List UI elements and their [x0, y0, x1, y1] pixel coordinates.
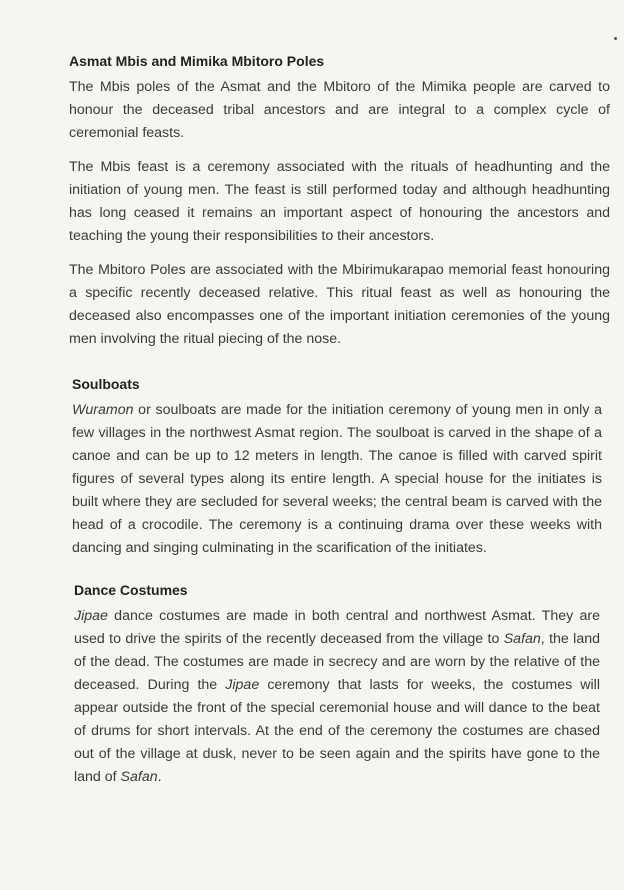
italic-term: Wuramon: [72, 402, 134, 418]
section-title: Soulboats: [72, 376, 140, 392]
italic-term: Safan: [120, 769, 158, 785]
paragraph: [72, 399, 602, 560]
paragraph: [74, 605, 600, 789]
speck-mark: [614, 37, 617, 40]
section-soulboats: [72, 375, 610, 560]
section-dance-costumes: [74, 581, 610, 789]
paragraph-text: The Mbis feast is a ceremony associated with the rituals of headhunting and the initiation of young men. The feast is still performed today and although headhunting has long ceased it remains an important aspect of honouring the ancestors and teaching the young their responsibilities to their ancestors.: [69, 159, 610, 244]
section-title: Dance Costumes: [74, 582, 188, 598]
paragraph: [69, 76, 610, 145]
paragraph: [69, 156, 610, 248]
italic-term: Jipae: [74, 608, 108, 624]
paragraph-text: dance costumes are made in both central and northwest Asmat. They are used to drive the spirits of the recently deceased from the village to: [74, 608, 600, 647]
paragraph-text: The Mbis poles of the Asmat and the Mbitoro of the Mimika people are carved to honour the deceased tribal ancestors and are integral to a complex cycle of ceremonial feasts.: [69, 79, 610, 141]
section-asmat-poles: [69, 52, 610, 351]
paragraph-text: The Mbitoro Poles are associated with the Mbirimukarapao memorial feast honouring a specific recently deceased relative. This ritual feast as well as honouring the deceased also encompasses one of the important initiation ceremonies of the young men involving the ritual piecing of the nose.: [69, 262, 610, 347]
italic-term: Jipae: [225, 677, 260, 693]
paragraph-text: or soulboats are made for the initiation ceremony of young men in only a few villages in the northwest Asmat region. The soulboat is carved in the shape of a canoe and can be up to 12 meters in length. The canoe is filled with carved spirit figures of several types along its entire length. A special house for the initiates is built where they are secluded for several weeks; the central beam is carved with the head of a crocodile. The ceremony is a continuing drama over these weeks with dancing and singing culminating in the scarification of the initiates.: [72, 402, 602, 556]
paragraph: [69, 259, 610, 351]
section-title: Asmat Mbis and Mimika Mbitoro Poles: [69, 53, 325, 69]
italic-term: Safan: [503, 631, 541, 647]
paragraph-text: ceremony that lasts for weeks, the costumes will appear outside the front of the special ceremonial house and will dance to the beat of drums for short intervals. At the end of the ceremony the costumes are chased out of the village at dusk, never to be seen again and the spirits have gone to the land of: [74, 677, 600, 785]
paragraph-text: .: [157, 769, 162, 785]
paragraph-text: , the land of the dead. The costumes are made in secrecy and are worn by the relative of the deceased. During the: [74, 631, 601, 693]
